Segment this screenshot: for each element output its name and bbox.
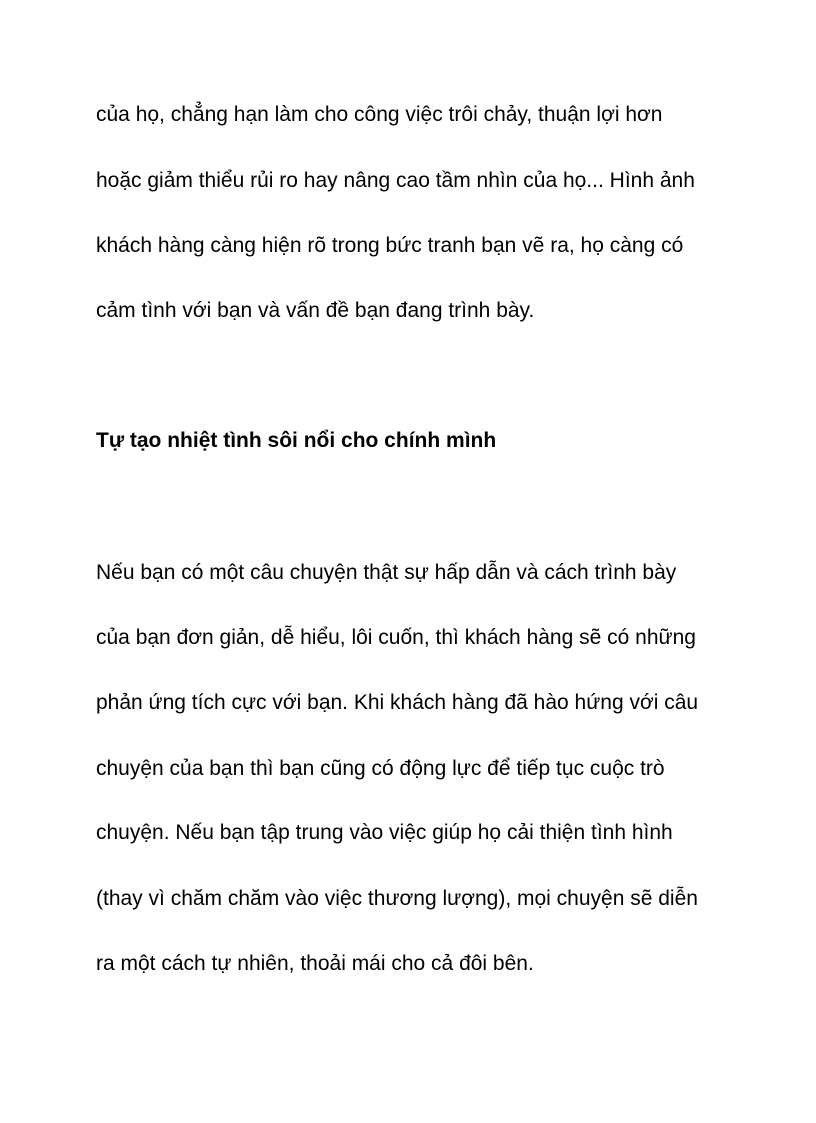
paragraph-line: phản ứng tích cực với bạn. Khi khách hàng đã hào hứng với câu bbox=[96, 691, 699, 714]
paragraph-line: khách hàng càng hiện rõ trong bức tranh bạn vẽ ra, họ càng có bbox=[96, 234, 684, 257]
paragraph-line: của họ, chẳng hạn làm cho công việc trôi chảy, thuận lợi hơn bbox=[96, 103, 663, 126]
paragraph-line: cảm tình với bạn và vấn đề bạn đang trình bày. bbox=[96, 299, 535, 322]
paragraph-line: Nếu bạn có một câu chuyện thật sự hấp dẫn và cách trình bày bbox=[96, 561, 677, 584]
paragraph-line: (thay vì chăm chăm vào việc thương lượng), mọi chuyện sẽ diễn bbox=[96, 887, 698, 910]
section-heading: Tự tạo nhiệt tình sôi nổi cho chính mình bbox=[96, 429, 497, 452]
paragraph-line: chuyện của bạn thì bạn cũng có động lực để tiếp tục cuộc trò bbox=[96, 757, 665, 780]
paragraph-line: chuyện. Nếu bạn tập trung vào việc giúp họ cải thiện tình hình bbox=[96, 821, 673, 844]
paragraph-line: ra một cách tự nhiên, thoải mái cho cả đôi bên. bbox=[96, 952, 534, 975]
paragraph-line: hoặc giảm thiểu rủi ro hay nâng cao tầm nhìn của họ... Hình ảnh bbox=[96, 169, 695, 192]
paragraph-line: của bạn đơn giản, dễ hiểu, lôi cuốn, thì khách hàng sẽ có những bbox=[96, 626, 696, 649]
